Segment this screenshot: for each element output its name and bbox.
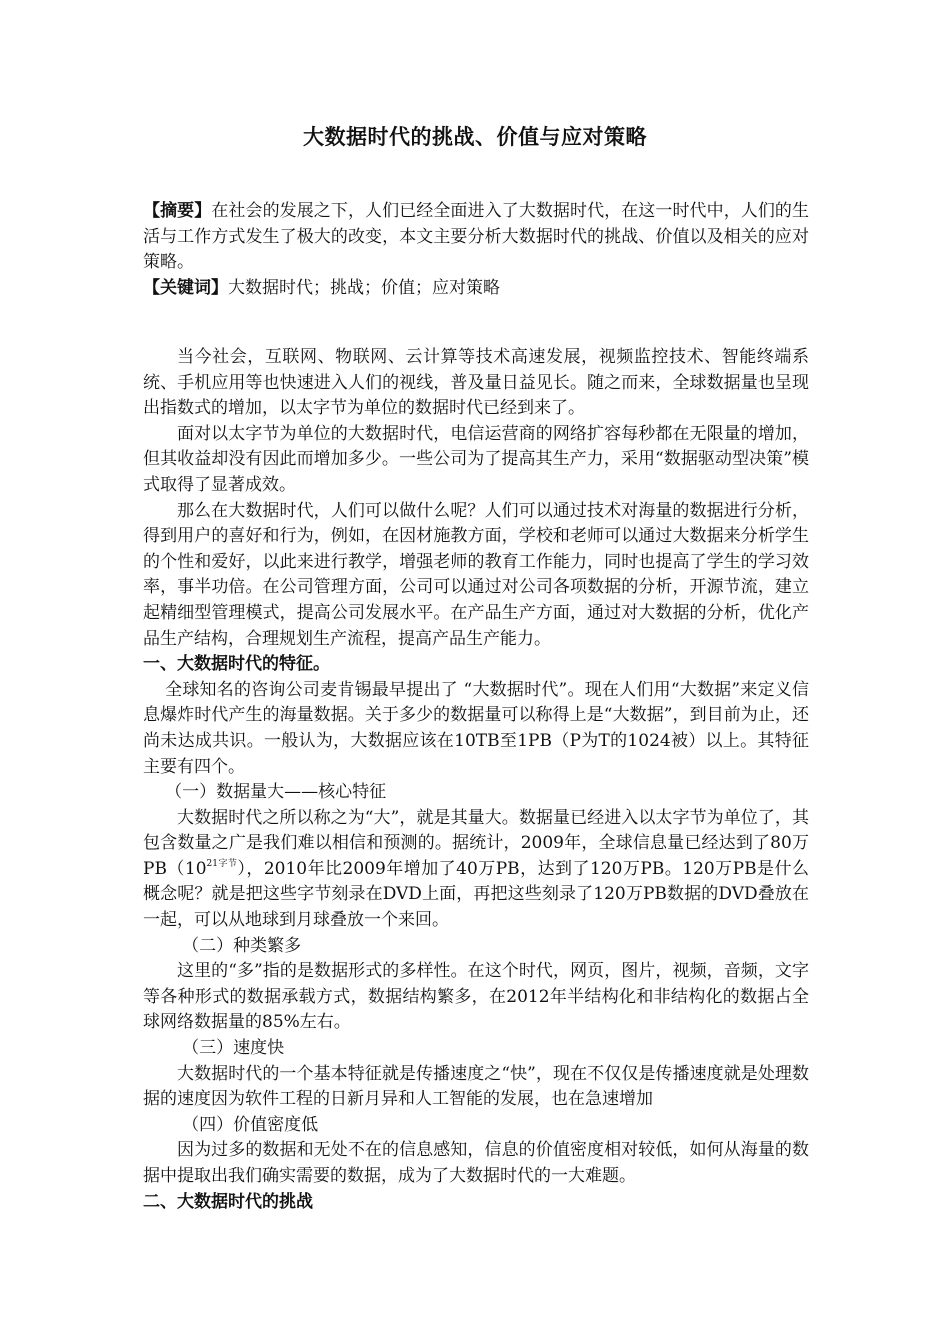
keywords-paragraph (143, 276, 809, 302)
subsection-heading: （四）价值密度低 (182, 1114, 319, 1135)
section-heading: 二、大数据时代的挑战 (143, 1191, 313, 1212)
text-fragment: 大数据时代之所以称之为“大”，就是其量大。数据量已经进入以太字节为单位了，其包含数量之广是我们难以相信和预测的。据统计，2009年，全球信息量已经达到了80万PB（10 (143, 807, 809, 879)
subsection-heading: （三）速度快 (182, 1038, 285, 1059)
subsection-paragraph (143, 806, 809, 934)
body-paragraph: 那么在大数据时代，人们可以做什么呢？人们可以通过技术对海量的数据进行分析，得到用户的喜好和行为，例如，在因材施教方面，学校和老师可以通过大数据来分析学生的个性和爱好，以此来进行教学，增强老师的教育工作能力，同时也提高了学生的学习效率，事半功倍。在公司管理方面，公司可以通过对公司各项数据的分析，开源节流，建立起精细型管理模式，提高公司发展水平。在产品生产方面，通过对大数据的分析，优化产品生产结构，合理规划生产流程，提高产品生产能力。 (143, 500, 809, 649)
abstract-label: 【摘要】 (143, 201, 212, 221)
main-body (143, 345, 809, 1215)
body-paragraph: 面对以太字节为单位的大数据时代，电信运营商的网络扩容每秒都在无限量的增加，但其收益却没有因此而增加多少。一些公司为了提高其生产力，采用“数据驱动型决策”模式取得了显著成效。 (143, 423, 809, 495)
subsection-paragraph: 因为过多的数据和无处不在的信息感知，信息的价值密度相对较低，如何从海量的数据中提取出我们确实需要的数据，成为了大数据时代的一大难题。 (143, 1140, 809, 1186)
document-title: 大数据时代的挑战、价值与应对策略 (303, 124, 647, 149)
subsection-paragraph: 这里的“多”指的是数据形式的多样性。在这个时代，网页，图片，视频，音频，文字等各种形式的数据承载方式，数据结构繁多，在2012年半结构化和非结构化的数据占全球网络数据量的85%左右。 (143, 961, 809, 1033)
subsection-heading: （二）种类繁多 (182, 935, 302, 956)
section-heading: 一、大数据时代的特征。 (143, 654, 330, 675)
text-fragment: ），2010年比2009年增加了40万PB，达到了120万PB。120万PB是什么概念呢？就是把这些字节刻录在DVD上面，再把这些刻录了120万PB数据的DVD叠放在一起，可以从地球到月球叠放一个来回。 (143, 858, 809, 931)
abstract-paragraph (143, 199, 809, 276)
subsection-heading: （一）数据量大——核心特征 (165, 782, 387, 803)
subsection-paragraph: 大数据时代的一个基本特征就是传播速度之“快”，现在不仅仅是传播速度就是处理数据的速度因为软件工程的日新月异和人工智能的发展，也在急速增加 (143, 1063, 809, 1110)
body-paragraph: 当今社会，互联网、物联网、云计算等技术高速发展，视频监控技术、智能终端系统、手机应用等也快速进入人们的视线，普及量日益见长。随之而来，全球数据量也呈现出指数式的增加，以太字节为单位的数据时代已经到来了。 (143, 347, 809, 419)
abstract-block (143, 199, 809, 301)
keywords-text: 大数据时代；挑战；价值；应对策略 (228, 277, 500, 298)
section-intro: 全球知名的咨询公司麦肯锡最早提出了 “大数据时代”。现在人们用“大数据”来定义信息爆炸时代产生的海量数据。关于多少的数据量可以称得上是“大数据”，到目前为止，还尚未达成共识。一般认为，大数据应该在10TB至1PB（P为T的1024被）以上。其特征主要有四个。 (143, 679, 809, 777)
keywords-label: 【关键词】 (143, 277, 228, 298)
abstract-text: 在社会的发展之下，人们已经全面进入了大数据时代，在这一时代中，人们的生活与工作方式发生了极大的改变，本文主要分析大数据时代的挑战、价值以及相关的应对策略。 (143, 201, 810, 273)
superscript-exponent: 21字节 (206, 858, 238, 869)
